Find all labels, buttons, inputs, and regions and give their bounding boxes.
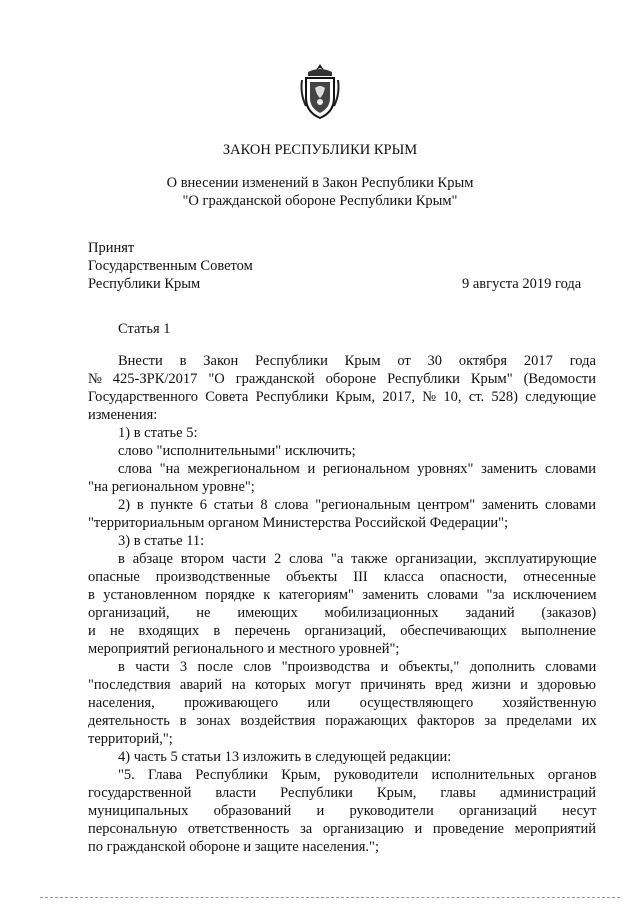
- article-line: Внести в Закон Республики Крым от 30 октября 2017 года: [118, 353, 596, 369]
- article-line: в части 3 после слов "производства и объекты," дополнить словами: [118, 659, 597, 675]
- article-line: территорий,";: [88, 731, 173, 747]
- article-line: в установленном порядке к категориям" заменить словами "за исключением: [88, 587, 597, 603]
- article-line: № 425-ЗРК/2017 "О гражданской обороне Республики Крым" (Ведомости: [88, 371, 597, 387]
- article-line: государственной власти Республики Крым, главы администраций: [88, 785, 597, 801]
- article-line: слова "на межрегиональном и региональном уровнях" заменить словами: [118, 461, 596, 477]
- article-line: "территориальным органом Министерства Российской Федерации";: [88, 515, 509, 531]
- article-line: муниципальных образований и руководители организаций несут: [88, 803, 597, 819]
- article-line: 3) в статье 11:: [118, 533, 205, 549]
- article-line: персональную ответственность за организацию и проведение мероприятий: [88, 821, 597, 837]
- article-heading: Статья 1: [118, 321, 171, 337]
- adoption-date: 9 августа 2019 года: [462, 276, 582, 292]
- article-line: "5. Глава Республики Крым, руководители исполнительных органов: [118, 767, 597, 783]
- article-line: мероприятий регионального и местного уровней";: [88, 641, 400, 657]
- article-line: слово "исполнительными" исключить;: [118, 443, 356, 459]
- law-title: ЗАКОН РЕСПУБЛИКИ КРЫМ: [222, 142, 418, 158]
- article-line: деятельность в зонах воздействия поражающих факторов за пределами их: [88, 713, 597, 729]
- article-line: в абзаце втором части 2 слова "а также организации, эксплуатирующие: [118, 551, 597, 567]
- article-line: изменения:: [88, 407, 158, 423]
- crimea-coat-of-arms-icon: [298, 62, 342, 120]
- law-subtitle-line-2: "О гражданской обороне Республики Крым": [182, 193, 458, 209]
- article-line: 4) часть 5 статьи 13 изложить в следующей редакции:: [118, 749, 452, 765]
- article-line: опасные производственные объекты III класса опасности, отнесенные: [88, 569, 596, 585]
- adoption-line-2: Государственным Советом: [88, 258, 253, 274]
- article-line: населения, проживающего или осуществляющего хозяйственную: [88, 695, 597, 711]
- law-subtitle-line-1: О внесении изменений в Закон Республики Крым: [166, 175, 474, 191]
- article-line: Государственного Совета Республики Крым, 2017, № 10, ст. 528) следующие: [88, 389, 597, 405]
- article-line: организаций, не имеющих мобилизационных заданий (заказов): [88, 605, 597, 621]
- article-line: и не входящих в перечень организаций, обеспечивающих выполнение: [88, 623, 596, 639]
- page-bottom-rule: [40, 897, 620, 898]
- adoption-line-3: Республики Крым: [88, 276, 201, 292]
- article-line: 2) в пункте 6 статьи 8 слова "региональным центром" заменить словами: [118, 497, 596, 513]
- adoption-line-1: Принят: [88, 240, 135, 256]
- article-line: "на региональном уровне";: [88, 479, 255, 495]
- article-line: по гражданской обороне и защите населения.";: [88, 839, 379, 855]
- article-line: "последствия аварий на которых могут причинять вред жизни и здоровью: [88, 677, 596, 693]
- article-line: 1) в статье 5:: [118, 425, 198, 441]
